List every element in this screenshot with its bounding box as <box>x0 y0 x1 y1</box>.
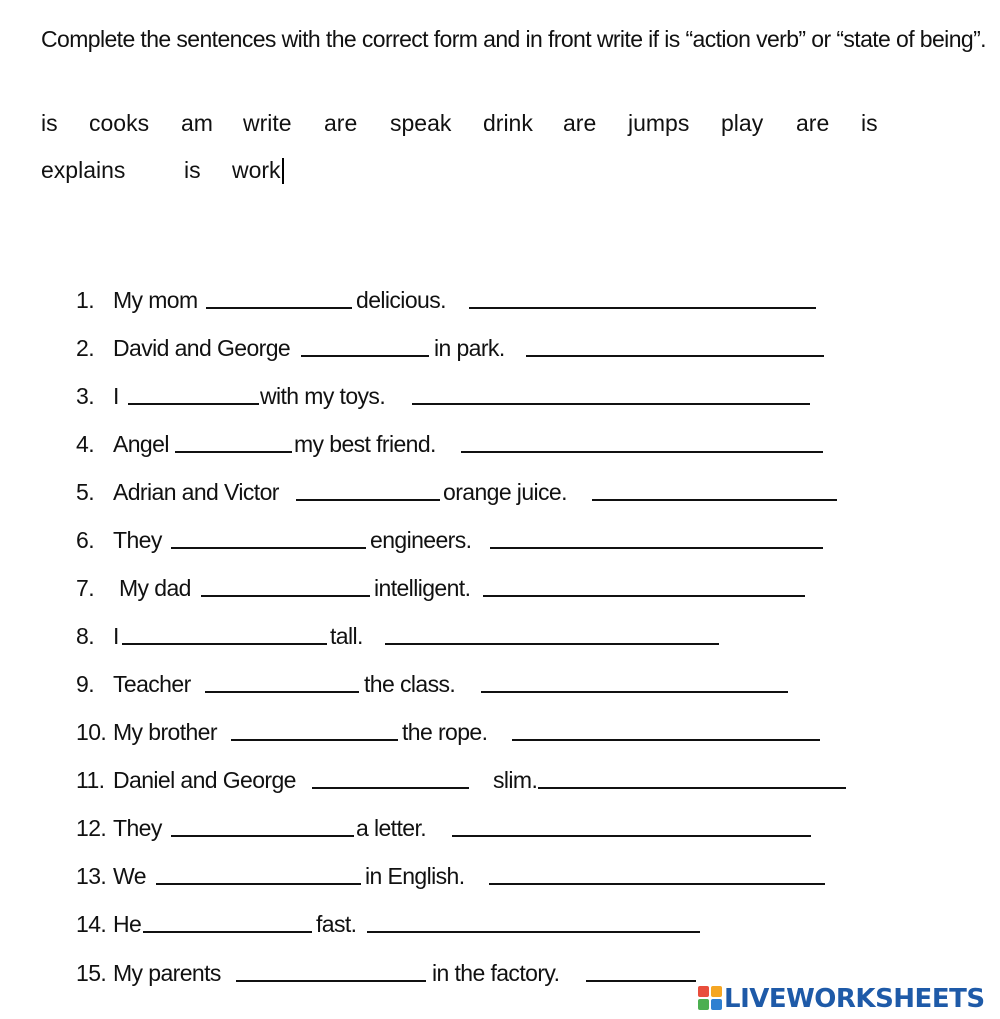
verb-blank[interactable] <box>206 307 352 309</box>
exercise-text-before: My mom <box>113 287 198 313</box>
verb-type-blank[interactable] <box>586 980 696 982</box>
exercise-text-before: Daniel and George <box>113 767 296 793</box>
word-bank-word: drink <box>483 110 533 136</box>
verb-type-blank[interactable] <box>490 547 823 549</box>
word-bank-word: speak <box>390 110 452 136</box>
exercise-text-after: tall. <box>330 623 363 649</box>
verb-blank[interactable] <box>231 739 398 741</box>
verb-type-blank[interactable] <box>469 307 816 309</box>
exercise-text-after: orange juice. <box>443 479 567 505</box>
exercise-number: 13. <box>76 863 107 889</box>
exercise-text-after: slim. <box>493 767 538 793</box>
exercise-text-before: Teacher <box>113 671 191 697</box>
verb-blank[interactable] <box>156 883 361 885</box>
exercise-text-after: fast. <box>316 911 357 937</box>
word-bank-word: jumps <box>628 110 690 136</box>
exercise-text-after: the class. <box>364 671 456 697</box>
exercise-text-before: My parents <box>113 960 221 986</box>
verb-type-blank[interactable] <box>538 787 846 789</box>
exercise-item <box>76 907 702 941</box>
verb-type-blank[interactable] <box>489 883 825 885</box>
exercise-number: 2. <box>76 335 94 361</box>
exercise-text-before: We <box>113 863 146 889</box>
verb-blank[interactable] <box>171 547 366 549</box>
word-bank-word: am <box>181 110 213 136</box>
exercise-item <box>76 379 812 413</box>
word-bank-word: is <box>861 110 878 136</box>
liveworksheets-logo <box>698 982 996 1016</box>
verb-type-blank[interactable] <box>512 739 820 741</box>
verb-type-blank[interactable] <box>526 355 824 357</box>
exercise-item <box>76 619 721 653</box>
exercise-number: 10. <box>76 719 107 745</box>
verb-blank[interactable] <box>128 403 259 405</box>
word-bank-word: play <box>721 110 764 136</box>
exercise-number: 14. <box>76 911 107 937</box>
exercise-number: 5. <box>76 479 94 505</box>
verb-blank[interactable] <box>236 980 426 982</box>
exercise-item <box>76 956 698 990</box>
exercise-item <box>76 715 822 749</box>
verb-blank[interactable] <box>201 595 370 597</box>
exercise-item <box>76 571 807 605</box>
exercise-number: 8. <box>76 623 94 649</box>
exercise-item <box>76 859 827 893</box>
exercise-text-after: in the factory. <box>432 960 560 986</box>
exercise-number: 7. <box>76 575 94 601</box>
word-bank-word: write <box>243 110 292 136</box>
exercise-text-before: I <box>113 383 119 409</box>
exercise-item <box>76 331 826 365</box>
exercise-text-before: Angel <box>113 431 169 457</box>
verb-type-blank[interactable] <box>481 691 788 693</box>
exercise-text-after: the rope. <box>402 719 488 745</box>
exercise-item <box>76 283 818 317</box>
word-bank-word: explains <box>41 157 126 183</box>
exercise-text-after: engineers. <box>370 527 472 553</box>
word-bank-word: work <box>232 157 281 183</box>
exercise-text-before: He <box>113 911 142 937</box>
verb-type-blank[interactable] <box>385 643 719 645</box>
exercise-item <box>76 667 790 701</box>
exercise-text-after: in English. <box>365 863 465 889</box>
verb-blank[interactable] <box>205 691 359 693</box>
verb-type-blank[interactable] <box>452 835 811 837</box>
exercise-item <box>76 811 813 845</box>
verb-type-blank[interactable] <box>592 499 837 501</box>
exercise-number: 3. <box>76 383 94 409</box>
exercise-text-before: My brother <box>113 719 217 745</box>
verb-type-blank[interactable] <box>461 451 823 453</box>
verb-blank[interactable] <box>171 835 354 837</box>
exercise-text-after: with my toys. <box>260 383 386 409</box>
exercise-text-after: delicious. <box>356 287 446 313</box>
word-bank-word: are <box>796 110 830 136</box>
word-bank-word: is <box>41 110 58 136</box>
word-bank-word: are <box>324 110 358 136</box>
verb-type-blank[interactable] <box>483 595 805 597</box>
exercise-item <box>76 763 848 797</box>
word-bank-word: are <box>563 110 597 136</box>
exercise-text-after: my best friend. <box>294 431 436 457</box>
exercise-text-before: I <box>113 623 119 649</box>
exercise-number: 12. <box>76 815 107 841</box>
verb-blank[interactable] <box>296 499 440 501</box>
exercise-text-before: They <box>113 527 162 553</box>
exercise-number: 11. <box>76 767 105 793</box>
verb-blank[interactable] <box>301 355 429 357</box>
exercise-text-before: David and George <box>113 335 291 361</box>
verb-blank[interactable] <box>122 643 327 645</box>
exercise-text-after: in park. <box>434 335 505 361</box>
liveworksheets-logo-icon <box>698 986 722 1010</box>
word-bank-word: cooks <box>89 110 150 136</box>
exercise-text-before: They <box>113 815 162 841</box>
exercise-number: 15. <box>76 960 107 986</box>
verb-type-blank[interactable] <box>412 403 810 405</box>
liveworksheets-logo-text: LIVEWORKSHEETS <box>724 984 985 1014</box>
verb-blank[interactable] <box>312 787 469 789</box>
exercise-text-before: My dad <box>119 575 191 601</box>
exercise-text-after: intelligent. <box>374 575 471 601</box>
word-bank-word: is <box>184 157 201 183</box>
exercise-item <box>76 523 825 557</box>
verb-blank[interactable] <box>143 931 312 933</box>
exercise-number: 4. <box>76 431 94 457</box>
instructions-text: Complete the sentences with the correct form and in front write if is “action verb” or “state of being”. <box>41 26 986 52</box>
exercise-text-after: a letter. <box>356 815 427 841</box>
exercise-number: 6. <box>76 527 94 553</box>
verb-type-blank[interactable] <box>367 931 700 933</box>
exercise-number: 1. <box>76 287 94 313</box>
verb-blank[interactable] <box>175 451 292 453</box>
exercise-number: 9. <box>76 671 94 697</box>
exercise-item <box>76 427 825 461</box>
exercise-item <box>76 475 839 509</box>
exercise-list <box>76 0 876 1000</box>
exercise-text-before: Adrian and Victor <box>113 479 279 505</box>
